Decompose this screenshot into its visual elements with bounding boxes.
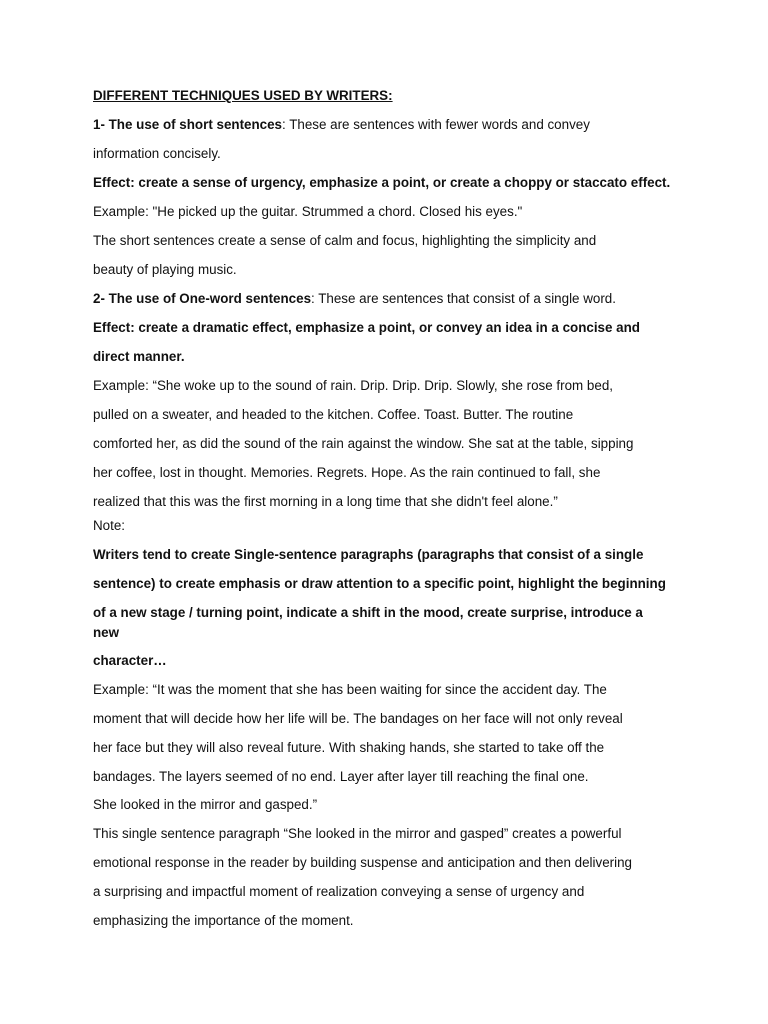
section2-effect-line2: direct manner. [93,349,185,364]
note-example-line: She looked in the mirror and gasped.” [93,797,318,812]
section2-heading: 2- The use of One-word sentences [93,291,312,306]
note-explain-line: a surprising and impactful moment of realization conveying a sense of urgency and [93,884,585,899]
note-bold-line: of a new stage / turning point, indicate a shift in the mood, create surprise, introduce a [93,605,643,620]
note-explain-line: emphasizing the importance of the moment. [93,913,354,928]
section1-explain-line2: beauty of playing music. [93,262,237,277]
section2-intro-rest: : These are sentences that consist of a single word. [311,291,616,306]
note-explain-line: emotional response in the reader by building suspense and anticipation and then delivering [93,855,632,870]
note-label: Note: [93,518,126,533]
note-bold-line: sentence) to create emphasis or draw attention to a specific point, highlight the beginning [93,576,666,591]
note-bold-line: Writers tend to create Single-sentence paragraphs (paragraphs that consist of a single [93,547,644,562]
section1-explain-line1: The short sentences create a sense of calm and focus, highlighting the simplicity and [93,233,597,248]
section2-intro [93,289,683,309]
note-example-line: moment that will decide how her life will be. The bandages on her face will not only reveal [93,711,623,726]
document-title: DIFFERENT TECHNIQUES USED BY WRITERS: [93,88,393,103]
section2-example-line: pulled on a sweater, and headed to the kitchen. Coffee. Toast. Butter. The routine [93,407,574,422]
section1-intro [93,115,683,135]
section2-example-line: realized that this was the first morning in a long time that she didn't feel alone.” [93,494,558,509]
note-bold-line: new [93,625,120,640]
section1-effect: Effect: create a sense of urgency, emphasize a point, or create a choppy or staccato effect. [93,175,671,190]
section2-effect-line1: Effect: create a dramatic effect, emphasize a point, or convey an idea in a concise and [93,320,640,335]
document-page [93,86,683,940]
section2-example-line: her coffee, lost in thought. Memories. Regrets. Hope. As the rain continued to fall, she [93,465,601,480]
section1-intro-line2: information concisely. [93,146,221,161]
note-example-line: her face but they will also reveal future. With shaking hands, she started to take off the [93,740,605,755]
section2-example-line: Example: “She woke up to the sound of rain. Drip. Drip. Drip. Slowly, she rose from bed, [93,378,613,393]
note-bold-line: character… [93,653,167,668]
section1-example: Example: "He picked up the guitar. Strummed a chord. Closed his eyes." [93,204,523,219]
section2-example-line: comforted her, as did the sound of the rain against the window. She sat at the table, sipping [93,436,634,451]
section1-heading: 1- The use of short sentences [93,117,283,132]
note-explain-line: This single sentence paragraph “She looked in the mirror and gasped” creates a powerful [93,826,622,841]
section1-intro-rest: : These are sentences with fewer words and convey [282,117,590,132]
note-example-line: bandages. The layers seemed of no end. Layer after layer till reaching the final one. [93,769,589,784]
note-example-line: Example: “It was the moment that she has been waiting for since the accident day. The [93,682,607,697]
